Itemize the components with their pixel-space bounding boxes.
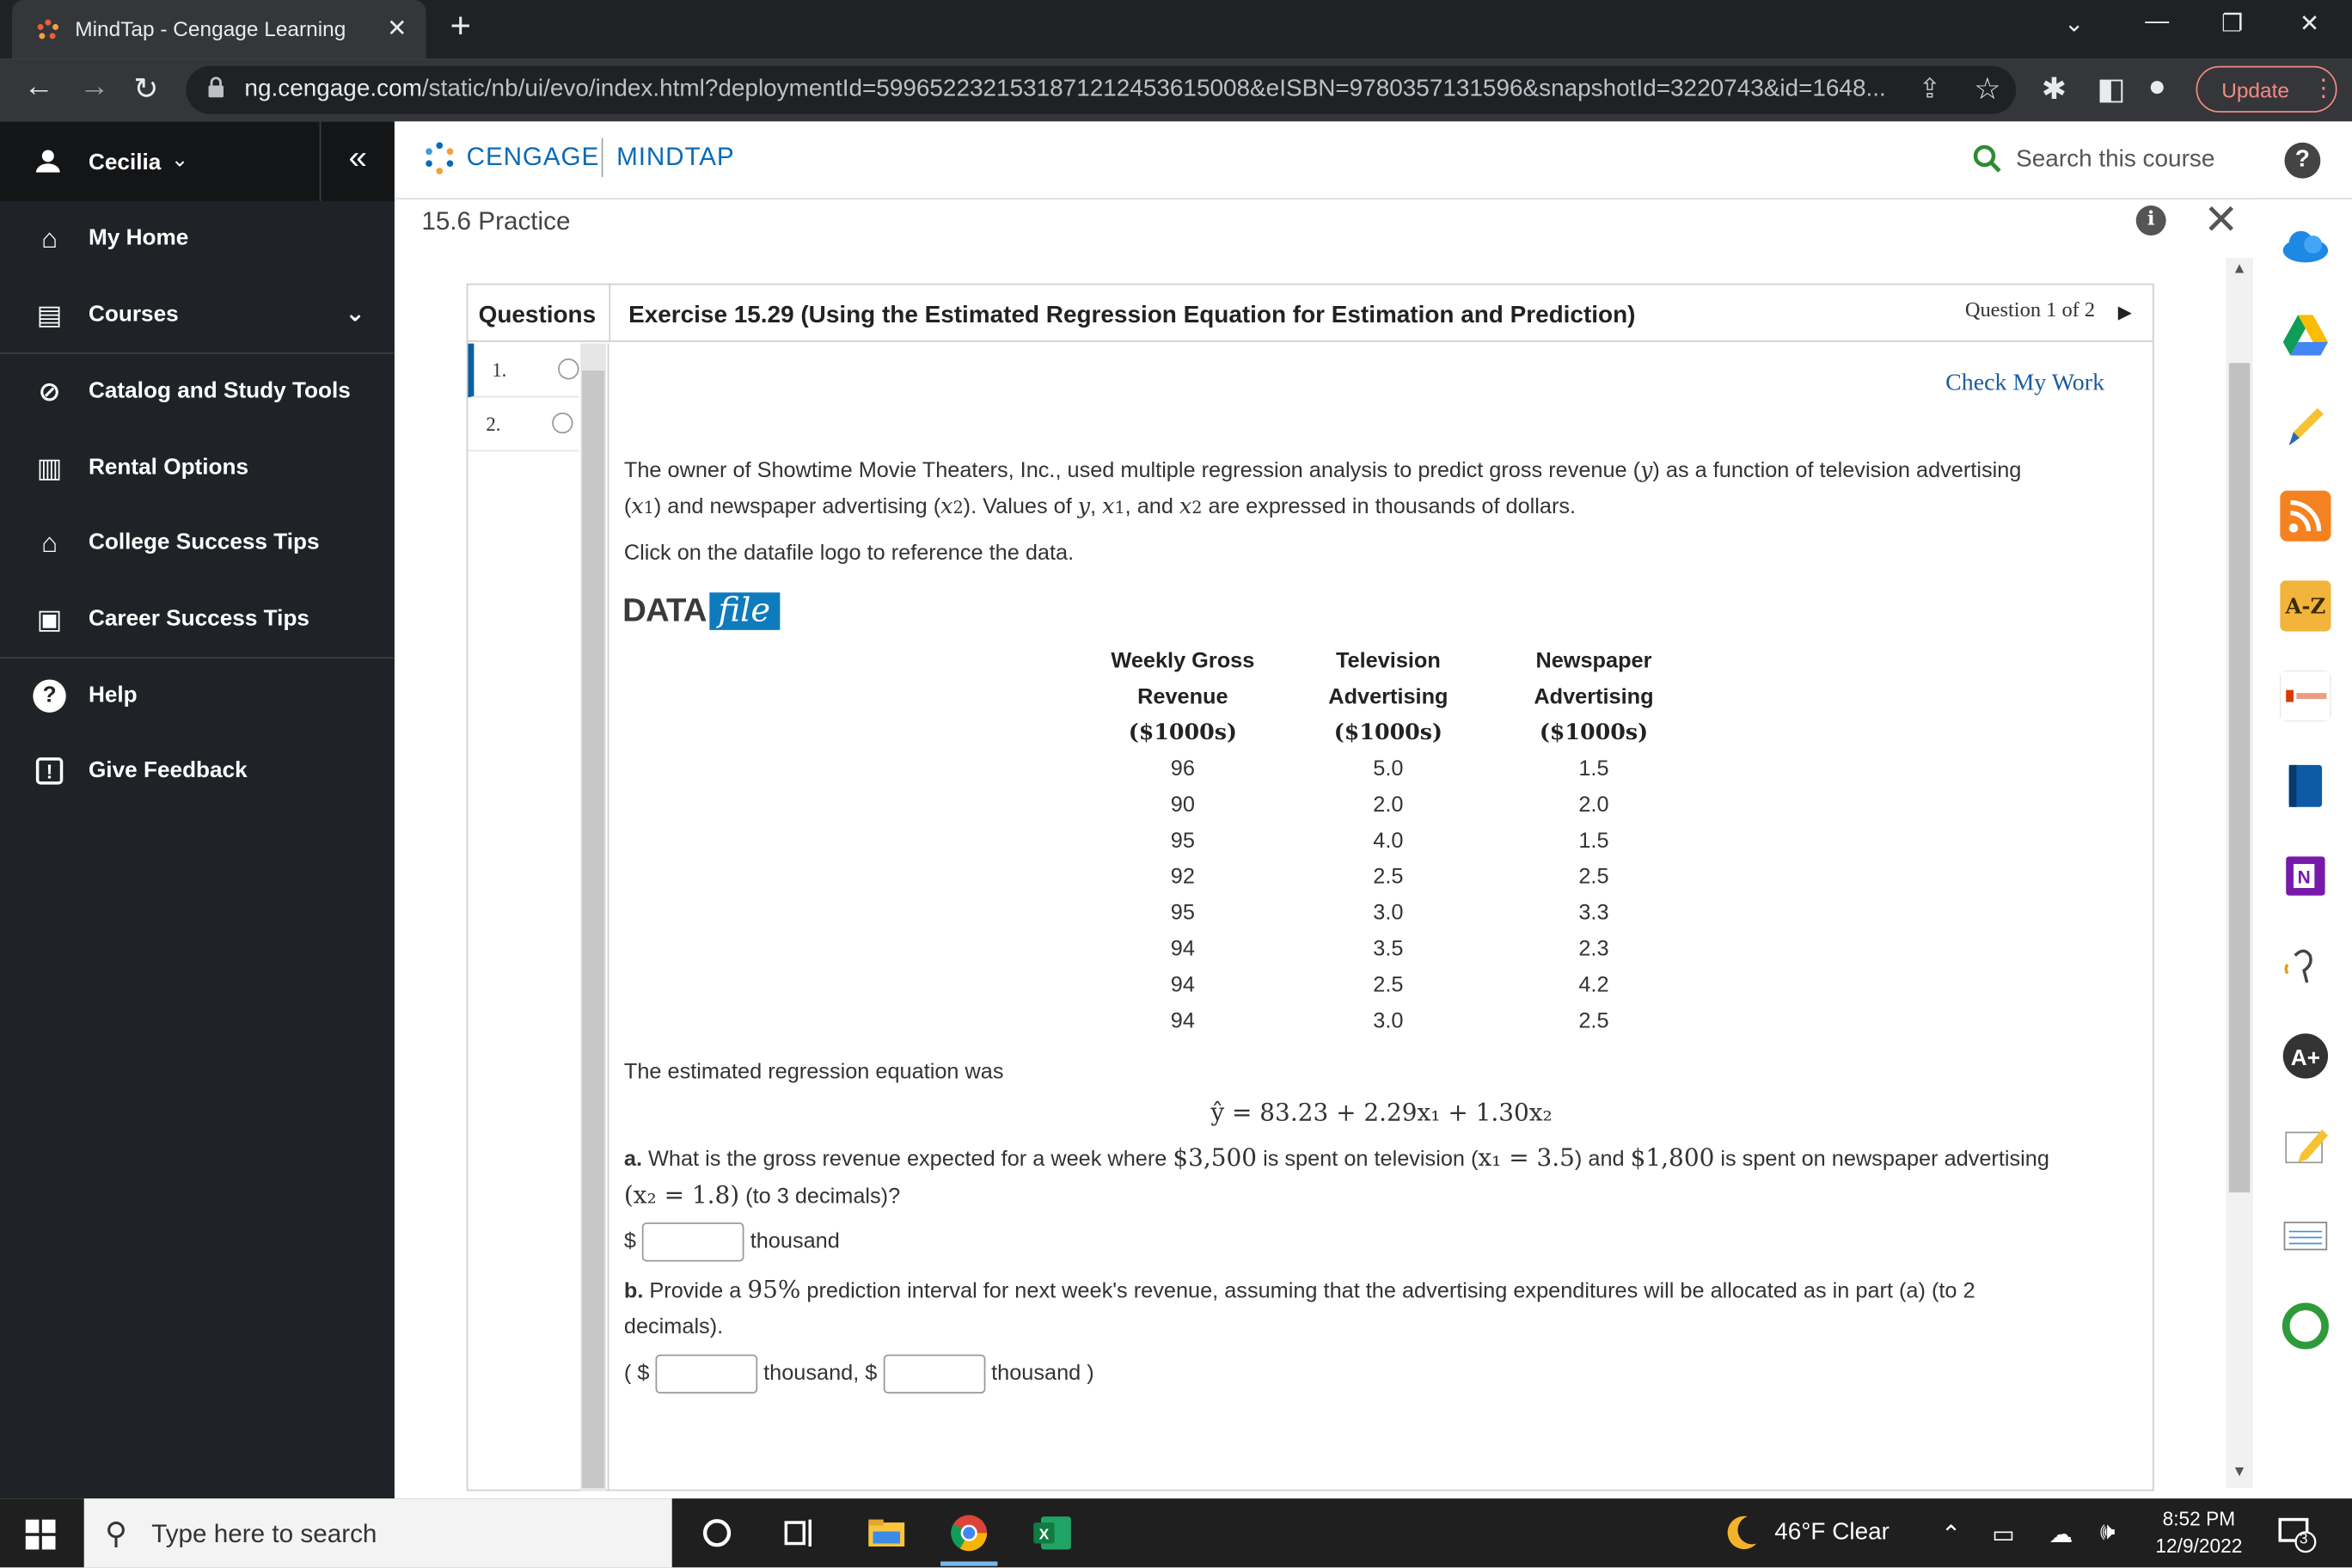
brand-cengage: CENGAGE — [466, 142, 600, 171]
battery-icon[interactable]: ▭ — [1992, 1522, 2015, 1548]
file-explorer-icon[interactable] — [864, 1510, 909, 1555]
back-icon[interactable]: ← — [23, 70, 54, 104]
grade-a-plus-icon[interactable] — [2280, 1031, 2331, 1081]
table-header: ($1000s) — [1539, 720, 1649, 746]
problem-intro: The owner of Showtime Movie Theaters, Inc., used multiple regression analysis to predict gross revenue (y) as a function of television advertising (x1) and newspaper advertising (x2). Values of y, x1, and x2 are expressed in thousands of dollars. — [623, 458, 2022, 519]
ebook-icon[interactable] — [2280, 761, 2331, 812]
windows-taskbar — [0, 1498, 2352, 1567]
chevron-down-icon: ⌄ — [170, 147, 189, 171]
table-row: 92 2.5 2.5 — [1170, 865, 1609, 890]
new-tab-icon[interactable]: + — [450, 5, 471, 47]
menu-dots-icon: ⋮ — [2311, 76, 2336, 102]
svg-text:N: N — [2297, 867, 2311, 888]
svg-text:A-Z: A-Z — [2285, 593, 2326, 619]
question-list — [468, 344, 609, 1491]
datafile-logo[interactable]: DATA file — [622, 591, 779, 641]
answer-b-lower-input[interactable] — [655, 1355, 757, 1393]
help-icon[interactable]: ? — [2284, 143, 2320, 179]
table-header: Advertising — [1328, 685, 1449, 710]
table-row: 96 5.0 1.5 — [1170, 757, 1609, 782]
question-status-radio — [558, 358, 579, 379]
app-dock — [2259, 199, 2352, 1498]
lock-icon — [207, 77, 225, 97]
tab-close-icon[interactable]: ✕ — [387, 16, 407, 42]
part-b-question: b. Provide a 95% prediction interval for next week's revenue, assuming that the advertising expenditures will be allocated as in part (a) (to 2 decimals). — [623, 1275, 1975, 1340]
table-header: Television — [1335, 649, 1441, 674]
close-activity-icon[interactable]: ✕ — [2203, 196, 2239, 243]
sidebar-item-catalog[interactable]: ⊘ Catalog and Study Tools — [0, 354, 395, 429]
mindtap-favicon-icon — [36, 18, 60, 42]
table-header: ($1000s) — [1128, 720, 1237, 746]
table-row: 94 3.0 2.5 — [1170, 1009, 1609, 1034]
sidebar-item-help[interactable]: ? Help — [0, 658, 395, 733]
cortana-icon[interactable] — [695, 1510, 739, 1555]
main-header — [395, 121, 2352, 199]
user-name: Cecilia — [88, 150, 162, 176]
answer-b-upper-input[interactable] — [883, 1355, 985, 1393]
google-drive-icon[interactable] — [2280, 310, 2331, 361]
sidebar-item-courses[interactable]: ▤ Courses ⌄ — [0, 278, 395, 352]
question-item-1[interactable]: 1. — [468, 344, 579, 398]
answer-a-input[interactable] — [642, 1222, 744, 1261]
home-icon: ⌂ — [41, 223, 58, 254]
sidebar — [0, 121, 395, 1498]
question-content — [610, 344, 2153, 1491]
question-item-2[interactable]: 2. — [468, 397, 579, 451]
question-counter: Question 1 of 2 — [1964, 299, 2096, 323]
table-row: 94 3.5 2.3 — [1170, 937, 1609, 962]
questions-label: Questions — [478, 303, 597, 329]
briefcase-icon: ▣ — [36, 604, 63, 635]
brand-mindtap: MINDTAP — [616, 142, 735, 171]
search-icon[interactable] — [1973, 144, 2003, 175]
read-aloud-icon[interactable] — [2280, 940, 2331, 991]
url-text: ng.cengage.com/static/nb/ui/evo/index.html?deploymentId=5996522321531871212453615008&eISBN=9780357131596&snapshotId=3220743&id=1648... — [244, 76, 1886, 102]
restore-icon[interactable]: ❐ — [2221, 11, 2244, 38]
help-icon: ? — [33, 679, 65, 712]
bookmark-star-icon[interactable]: ☆ — [1974, 73, 2001, 107]
network-icon[interactable]: ☁ — [2049, 1522, 2073, 1548]
task-view-icon[interactable] — [777, 1510, 822, 1555]
exercise-title: Exercise 15.29 (Using the Estimated Regression Equation for Estimation and Prediction) — [628, 303, 1636, 329]
volume-icon[interactable]: 🕪 — [2099, 1519, 2116, 1546]
graduation-cap-icon: ⌂ — [41, 528, 58, 559]
excel-icon[interactable] — [1029, 1510, 1074, 1555]
taskbar-search-input[interactable]: ⚲ Type here to search — [84, 1498, 672, 1567]
weather-text[interactable]: 46°F Clear — [1774, 1519, 1890, 1546]
table-header: Newspaper — [1535, 649, 1652, 674]
sidebar-item-give-feedback[interactable]: ! Give Feedback — [0, 733, 395, 808]
system-clock[interactable]: 8:52 PM 12/9/2022 — [2155, 1507, 2243, 1558]
address-bar[interactable] — [186, 66, 2016, 114]
tray-chevron-up-icon[interactable]: ⌃ — [1940, 1522, 1962, 1548]
page-scrollbar[interactable] — [2226, 258, 2252, 1488]
instruction-text: Click on the datafile logo to reference the data. — [623, 541, 1075, 566]
windows-start-icon[interactable] — [26, 1520, 56, 1550]
info-icon[interactable]: i — [2136, 205, 2166, 236]
table-row: 90 2.0 2.0 — [1170, 793, 1609, 818]
office-icon[interactable] — [2280, 671, 2331, 721]
table-row: 94 2.5 4.2 — [1170, 973, 1609, 998]
sidebar-item-rental-options[interactable]: ▥ Rental Options — [0, 431, 395, 505]
tab-search-chevron-icon[interactable]: ⌄ — [2063, 11, 2085, 38]
progress-ring-icon[interactable] — [2280, 1301, 2331, 1351]
collapse-sidebar-icon[interactable]: « — [320, 121, 395, 200]
sidebar-item-college-success[interactable]: ⌂ College Success Tips — [0, 505, 395, 580]
reload-icon[interactable]: ↻ — [133, 73, 159, 107]
user-icon — [36, 149, 60, 173]
scroll-up-icon: ▲ — [2232, 260, 2247, 278]
table-row: 95 4.0 1.5 — [1170, 829, 1609, 854]
svg-text:X: X — [1038, 1525, 1050, 1543]
chrome-icon[interactable] — [946, 1510, 991, 1555]
table-row: 95 3.0 3.3 — [1170, 901, 1609, 926]
notification-count: 3 — [2299, 1531, 2308, 1548]
tab-title: MindTap - Cengage Learning — [75, 16, 346, 41]
update-button[interactable]: Update ⋮ — [2196, 66, 2337, 113]
activity-title: 15.6 Practice — [421, 206, 571, 236]
notification-center-icon[interactable] — [2274, 1510, 2318, 1555]
browser-toolbar — [0, 58, 2352, 121]
table-header: ($1000s) — [1333, 720, 1443, 746]
a-z-glossary-icon[interactable] — [2280, 580, 2331, 631]
onenote-icon[interactable] — [2280, 850, 2331, 901]
search-icon: ⚲ — [105, 1517, 127, 1552]
pencil-icon[interactable] — [2280, 401, 2331, 451]
notes-icon[interactable] — [2280, 1120, 2331, 1171]
question-status-radio — [552, 413, 573, 433]
regression-equation: ŷ = 83.23 + 2.29x₁ + 1.30x₂ — [1210, 1098, 1553, 1127]
minimize-icon[interactable]: — — [2145, 9, 2170, 35]
user-menu[interactable] — [0, 121, 395, 200]
part-b-answer-row: ( $ thousand, $ thousand ) — [624, 1355, 1094, 1393]
svg-text:A+: A+ — [2290, 1044, 2320, 1070]
compass-icon: ⊘ — [38, 376, 61, 407]
table-header: Advertising — [1534, 685, 1654, 710]
profile-avatar-icon[interactable]: ● — [2147, 70, 2166, 104]
browser-tab-bar — [0, 0, 2352, 58]
share-icon[interactable]: ⇪ — [1918, 73, 1942, 104]
book-icon: ▤ — [36, 299, 63, 330]
chevron-down-icon: ⌄ — [345, 301, 365, 328]
question-header — [468, 285, 2153, 342]
data-table — [1080, 644, 1696, 1040]
question-panel — [467, 284, 2154, 1491]
table-header: Weekly Gross — [1111, 649, 1255, 674]
cengage-logo-icon — [421, 141, 457, 177]
feedback-icon: ! — [36, 757, 63, 784]
estimated-equation-label: The estimated regression equation was — [623, 1060, 1004, 1085]
side-panel-icon[interactable]: ◧ — [2097, 73, 2126, 107]
window-close-icon[interactable]: ✕ — [2299, 11, 2320, 38]
check-my-work-link[interactable]: Check My Work — [1945, 370, 2105, 396]
search-course-input[interactable]: Search this course — [2016, 147, 2215, 173]
table-header: Revenue — [1137, 685, 1228, 710]
rss-feed-icon[interactable] — [2280, 491, 2331, 542]
part-a-question: a. What is the gross revenue expected for a week where $3,500 is spent on television (x₁ = 3.5) and $1,800 is spent on newspaper advertising (x₂ = 1.8) (to 3 decimals)? — [623, 1142, 2049, 1210]
forward-icon[interactable]: → — [79, 70, 110, 104]
onedrive-icon[interactable] — [2280, 221, 2331, 272]
next-question-arrow-icon[interactable]: ▶ — [2117, 301, 2132, 323]
scroll-down-icon: ▼ — [2232, 1464, 2247, 1481]
sidebar-item-my-home[interactable]: ⌂ My Home — [0, 201, 395, 276]
sidebar-item-career-success[interactable]: ▣ Career Success Tips — [0, 582, 395, 657]
open-book-icon: ▥ — [36, 452, 63, 483]
weather-moon-icon — [1718, 1510, 1762, 1555]
extensions-puzzle-icon[interactable]: ✱ — [2041, 73, 2067, 107]
flashcards-icon[interactable] — [2280, 1210, 2331, 1261]
browser-tab[interactable] — [12, 0, 426, 58]
question-list-scrollbar[interactable] — [580, 344, 606, 1491]
part-a-answer-row: $ thousand — [624, 1222, 840, 1261]
